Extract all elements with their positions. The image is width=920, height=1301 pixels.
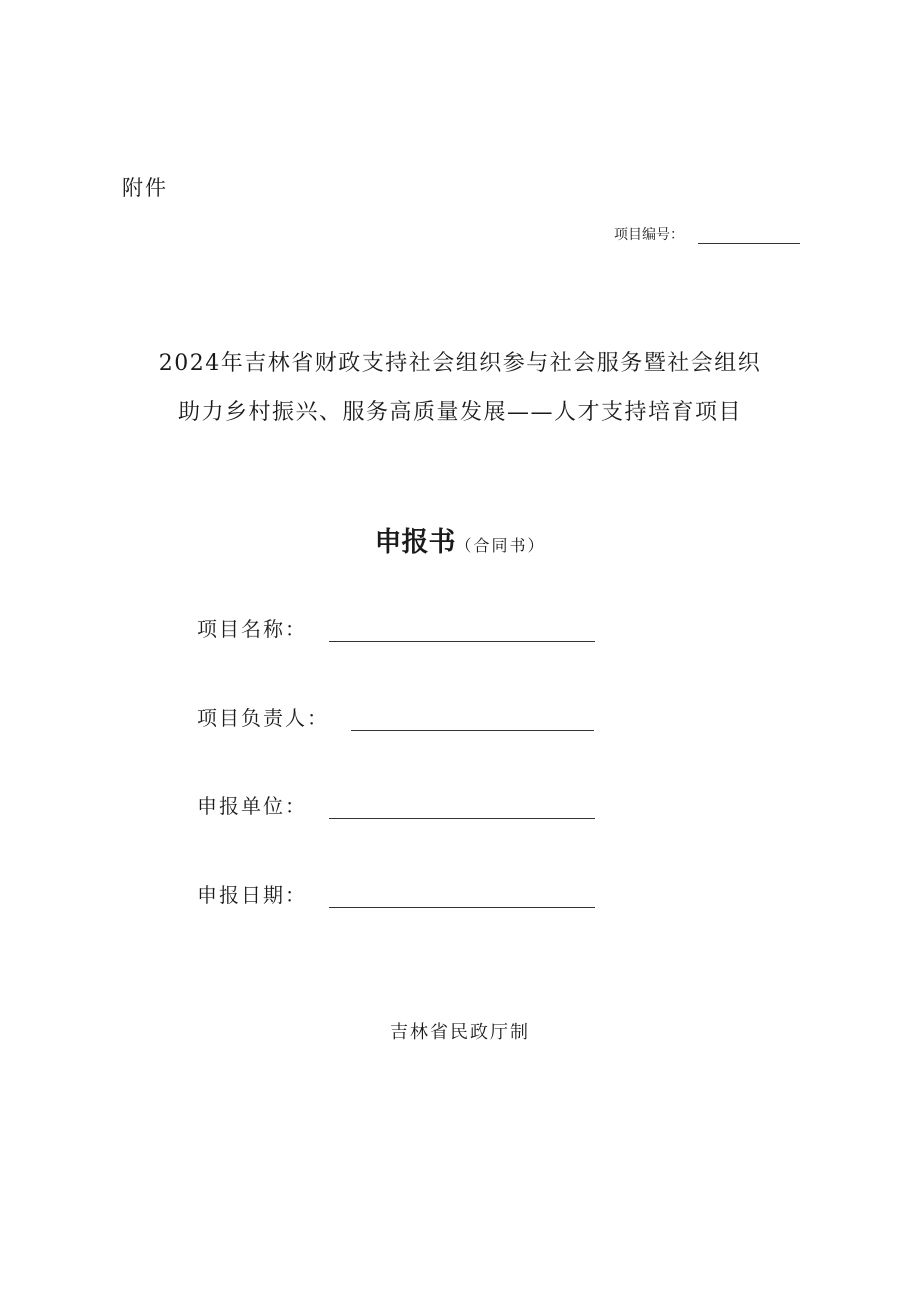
project-name-label: 项目名称： — [197, 617, 307, 641]
project-number-label: 项目编号： — [614, 227, 684, 243]
project-leader-label: 项目负责人： — [197, 706, 329, 730]
application-date-label: 申报日期： — [197, 883, 307, 907]
issuer-footer: 吉林省民政厅制 — [390, 1022, 530, 1043]
project-number — [614, 224, 800, 244]
title-line-1: 2024年吉林省财政支持社会组织参与社会服务暨社会组织 — [158, 351, 762, 376]
application-date-row — [197, 879, 595, 908]
project-leader-row — [197, 702, 594, 731]
project-name-field[interactable] — [329, 621, 595, 642]
applicant-unit-row — [197, 790, 595, 819]
applicant-unit-label: 申报单位： — [197, 794, 307, 818]
document-type — [0, 520, 920, 559]
project-number-field[interactable] — [698, 229, 800, 244]
document-type-main: 申报书 — [374, 527, 456, 558]
document-type-sub: （合同书） — [455, 536, 546, 555]
project-name-row — [197, 613, 595, 642]
attachment-label: 附件 — [122, 176, 168, 200]
title-line-2: 助力乡村振兴、服务高质量发展——人才支持培育项目 — [177, 400, 742, 425]
project-leader-field[interactable] — [351, 710, 594, 731]
applicant-unit-field[interactable] — [329, 798, 595, 819]
application-date-field[interactable] — [329, 887, 595, 908]
